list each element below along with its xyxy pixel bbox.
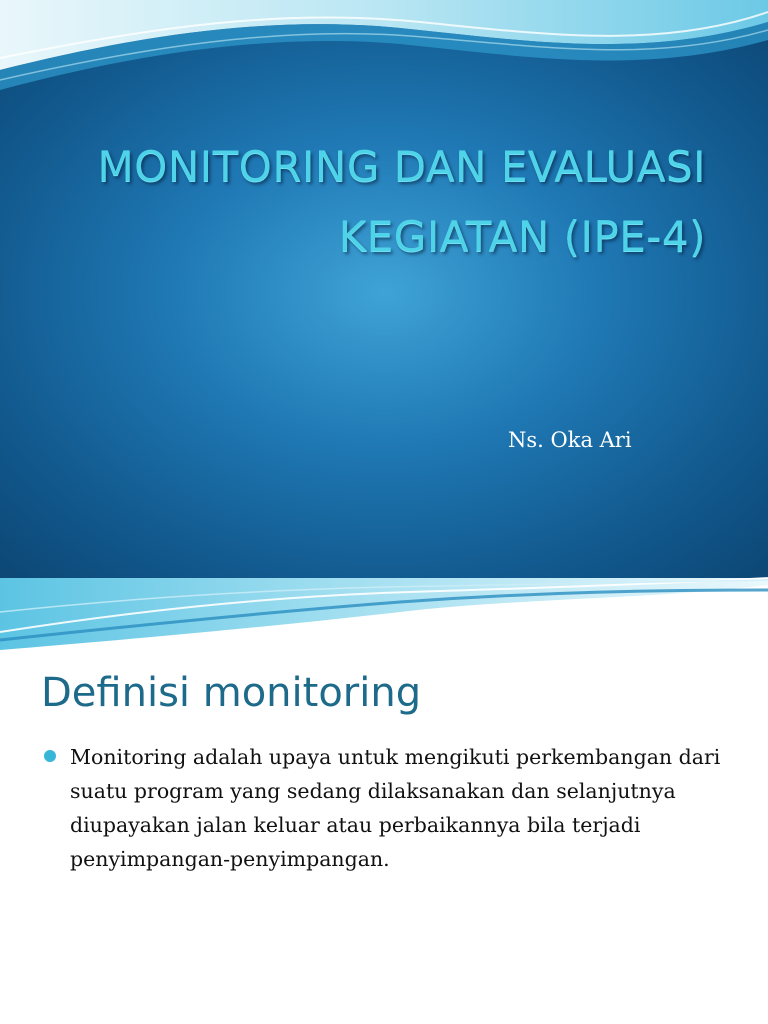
title-line-2: KEGIATAN (IPE-4) <box>338 212 706 261</box>
title-line-1: MONITORING DAN EVALUASI <box>97 142 706 191</box>
bullet-text: Monitoring adalah upaya untuk mengikuti perkembangan dari suatu program yang sedang dilaksanakan dan selanjutnya diupayakan jalan keluar atau perbaikannya bila terjadi penyimpangan-penyimpangan. <box>70 745 721 871</box>
bullet-dot-icon <box>44 750 56 762</box>
author-name: Ns. Oka Ari <box>508 428 632 452</box>
slide-heading: Definisi monitoring <box>41 670 422 716</box>
bullet-list <box>40 740 740 876</box>
list-item <box>40 740 740 876</box>
